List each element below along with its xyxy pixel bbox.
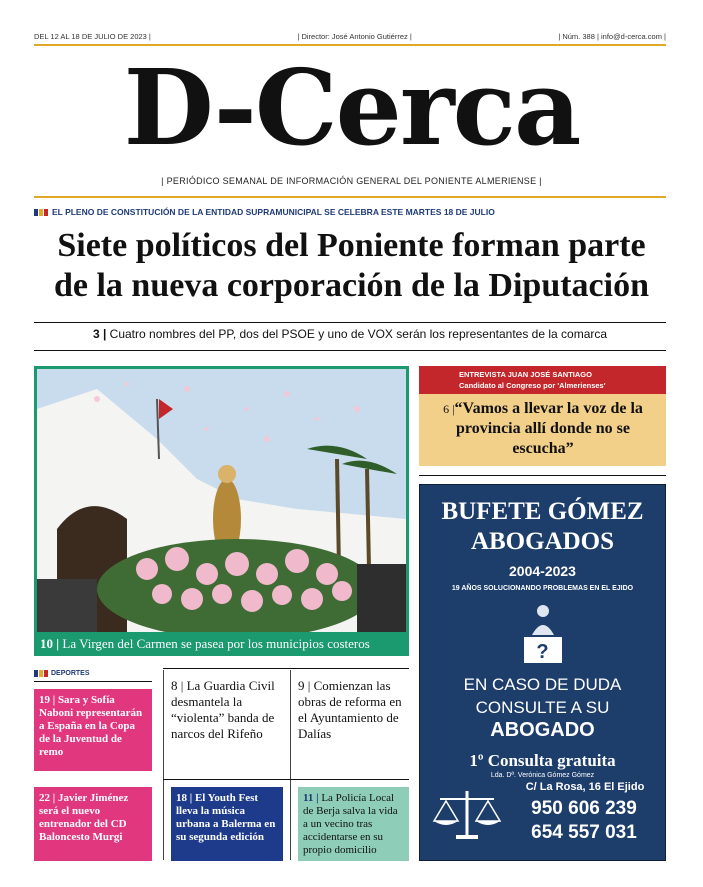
photo-caption-page: 10 | — [40, 636, 60, 651]
rule-lead-top — [34, 322, 666, 323]
lead-headline-line-2: de la nueva corporación de la Diputación — [53, 267, 650, 304]
ad-question: ? — [536, 641, 549, 663]
flag-icon — [34, 670, 48, 677]
rule-right — [419, 475, 666, 476]
ad-line-3: ABOGADO — [490, 719, 595, 741]
top-info-bar — [34, 29, 666, 43]
procession-photo[interactable] — [34, 366, 409, 656]
sports-a-page: 19 | — [39, 694, 56, 706]
brief-story-dalias[interactable] — [298, 678, 406, 742]
lead-subheadline — [34, 327, 666, 341]
sports-b-text: Javier Jiménez será el nuevo entrenador del CD Baloncesto Murgi — [39, 792, 129, 843]
rule-lead-bottom — [34, 350, 666, 351]
ad-address: C/ La Rosa, 16 El Ejido — [525, 781, 645, 793]
sports-section-label — [34, 670, 152, 677]
flag-icon — [34, 209, 48, 216]
photo-caption[interactable] — [34, 632, 409, 656]
interview-page: 6 | — [443, 402, 455, 416]
brief-story-guardia-civil[interactable] — [171, 678, 283, 742]
issue-dates: DEL 12 AL 18 DE JULIO DE 2023 | — [34, 31, 151, 41]
rule-briefs-mid — [163, 779, 409, 780]
lead-kicker — [34, 207, 666, 217]
issue-number-email: | Núm. 388 | info@d-cerca.com | — [558, 31, 666, 41]
brief-story-youth-fest[interactable] — [171, 787, 283, 861]
ad-line-1: EN CASO DE DUDA — [463, 675, 622, 694]
lead-sub-page: 3 | — [92, 327, 107, 341]
brief-story-berja[interactable] — [298, 787, 409, 861]
ad-free-consult: 1º Consulta gratuita — [469, 751, 616, 770]
brief-c2-text: Comienzan las obras de reforma en el Ayuntamiento de Dalías — [298, 678, 402, 741]
ad-phones — [508, 797, 660, 845]
brief-c2-page: 9 | — [298, 678, 311, 693]
ad-title-2: ABOGADOS — [470, 528, 615, 555]
ad-line-2: CONSULTE A SU — [475, 698, 610, 717]
rule-briefs-top — [163, 668, 409, 669]
divider-2 — [290, 670, 291, 860]
brief-c3-text: El Youth Fest lleva la música urbana a Balerma en su segunda edición — [176, 792, 276, 843]
ad-slogan: 19 AÑOS SOLUCIONANDO PROBLEMAS EN EL EJIDO — [451, 585, 634, 592]
sports-a-text: Sara y Sofía Naboni representarán a España en la Copa de la Juventud de remo — [39, 694, 143, 758]
brief-c1-text: La Guardia Civil desmantela la “violenta” banda de narcos del Rifeño — [171, 678, 275, 741]
ad-title-1: BUFETE GÓMEZ — [441, 498, 644, 525]
interview-role: Candidato al Congreso por 'Almerienses' — [459, 381, 606, 390]
ad-phone-2: 654 557 031 — [531, 822, 637, 843]
lead-headline[interactable] — [30, 226, 673, 306]
interview-header — [419, 366, 666, 394]
interview-quote — [427, 399, 659, 459]
ad-years: 2004-2023 — [509, 563, 576, 579]
sports-story-b[interactable] — [34, 787, 152, 861]
masthead-logo: D-Cerca — [123, 46, 580, 169]
brief-c3-page: 18 | — [176, 792, 193, 804]
procession-photo-image — [37, 369, 406, 633]
sports-label-text: DEPORTES — [51, 670, 90, 677]
lead-headline-line-1: Siete políticos del Poniente forman parte — [57, 227, 646, 264]
rule-sports — [34, 681, 152, 682]
ad-phone-1: 950 606 239 — [531, 798, 637, 819]
interview-name: JUAN JOSÉ SANTIAGO — [505, 370, 592, 379]
director-credit: | Director: José Antonio Gutiérrez | — [297, 31, 412, 41]
masthead-tagline: | PERIÓDICO SEMANAL DE INFORMACIÓN GENERAL DEL PONIENTE ALMERIENSE | — [161, 176, 542, 186]
ad-title — [420, 497, 665, 557]
lead-kicker-text: EL PLENO DE CONSTITUCIÓN DE LA ENTIDAD SUPRAMUNICIPAL SE CELEBRA ESTE MARTES 18 DE JULIO — [52, 207, 495, 217]
scales-icon — [432, 787, 502, 843]
law-firm-ad[interactable] — [419, 484, 666, 861]
lead-sub-text: Cuatro nombres del PP, dos del PSOE y uno de VOX serán los representantes de la comarca — [106, 327, 608, 341]
interview-box[interactable] — [419, 366, 666, 466]
divider-1 — [163, 670, 164, 860]
brief-c4-text: La Policía Local de Berja salva la vida a un vecino tras accidentarse en su propio domicilio — [303, 792, 398, 856]
ad-lawyer: Lda. Dª. Verónica Gómez Gómez — [490, 772, 595, 779]
gold-rule-mid — [34, 196, 666, 198]
photo-caption-text: La Virgen del Carmen se pasea por los municipios costeros — [59, 636, 370, 651]
brief-c1-page: 8 | — [171, 678, 184, 693]
brief-c4-page: 11 | — [303, 792, 319, 804]
interview-quote-text: “Vamos a llevar la voz de la provincia allí donde no se escucha” — [454, 400, 643, 457]
sports-story-a[interactable] — [34, 689, 152, 771]
sports-b-page: 22 | — [39, 792, 56, 804]
ad-slogan-block — [420, 673, 665, 742]
interview-label: ENTREVISTA — [459, 370, 506, 379]
